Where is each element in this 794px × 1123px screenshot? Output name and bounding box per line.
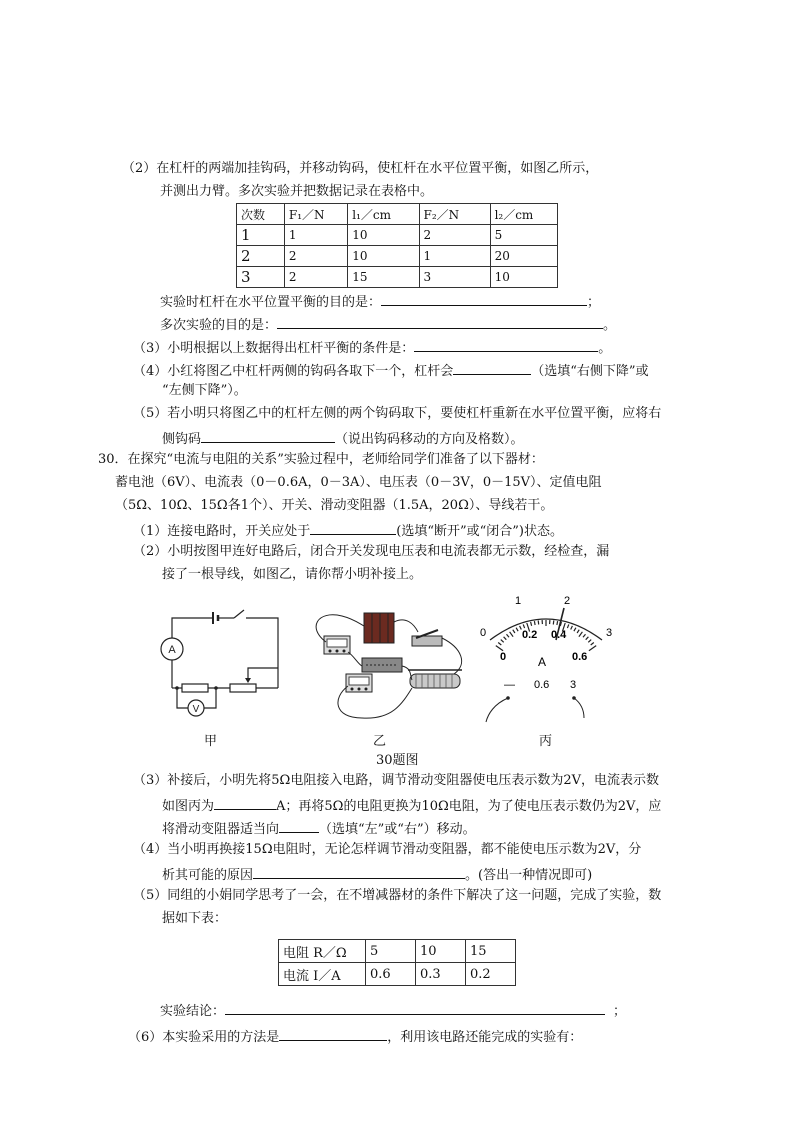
fig-label-c: 丙	[539, 734, 553, 749]
table-row	[279, 940, 516, 963]
terminal-label: —	[504, 679, 515, 691]
p4-text: 。(答出一种情况即可)	[465, 868, 593, 883]
dial-tick	[574, 628, 576, 632]
meter-unit: A	[538, 655, 547, 669]
dial-tick	[589, 646, 596, 651]
apparatus-picture-b	[302, 608, 474, 728]
dial-tick	[583, 634, 586, 637]
dial-tick	[510, 632, 513, 637]
circuit-diagram-a	[160, 608, 280, 730]
scale-label: 1	[515, 595, 522, 607]
purpose1-label: 实验时杠杆在水平位置平衡的目的是：	[160, 295, 382, 310]
scale-label: 0.2	[522, 629, 538, 641]
conclusion-label: 实验结论：	[160, 1004, 226, 1019]
dial-tick	[504, 637, 507, 640]
q30-p3-line1: （3）补接后，小明先将5Ω电阻接入电路，调节滑动变阻器使电压表示数为2V，电流表示数	[133, 773, 659, 788]
ammeter-dial-c	[472, 590, 620, 730]
table-cell: 10	[348, 246, 419, 267]
table-cell: 3	[419, 267, 490, 288]
q30-p6	[128, 1026, 582, 1047]
answer-blank[interactable]	[277, 314, 603, 329]
switch-icon	[412, 630, 442, 646]
header-cell: 次数	[237, 204, 285, 225]
table-cell: 10	[416, 940, 466, 963]
answer-blank[interactable]	[225, 1000, 605, 1015]
svg-text:V: V	[192, 704, 200, 715]
table-cell: 2	[284, 246, 347, 267]
lever-data-table	[236, 203, 558, 288]
purpose2-label: 多次实验的目的是：	[160, 318, 278, 333]
table-header-row	[237, 204, 558, 225]
q30-equip1: 蓄电池（6V）、电流表（0－0.6A，0－3A）、电压表（0－3V，0－15V）、定值电阻	[115, 475, 602, 490]
p3-text: （选填“左”或“右”）移动。	[319, 822, 476, 837]
p3-text: A；再将5Ω的电阻更换为10Ω电阻，为了使电压表示数仍为2V，应	[276, 799, 662, 814]
dial-tick	[531, 622, 532, 626]
battery-pack-icon	[364, 613, 394, 643]
table-cell: 电流 I／A	[279, 963, 366, 986]
table-cell: 3	[237, 267, 285, 288]
p6-text: （6）本实验采用的方法是	[128, 1030, 280, 1045]
table-cell: 5	[490, 225, 557, 246]
table-cell: 15	[466, 940, 516, 963]
table-cell: 5	[366, 940, 416, 963]
dial-tick	[501, 640, 504, 643]
scale-label: 2	[564, 595, 571, 607]
table-cell: 2	[237, 246, 285, 267]
lead-wire	[574, 698, 584, 718]
p5-text: 侧钩码	[162, 432, 202, 447]
q30-intro: 30．在探究“电流与电阻的关系”实验过程中，老师给同学们准备了以下器材：	[98, 452, 544, 467]
dial-tick	[534, 621, 535, 625]
q30-p5-line2: 据如下表：	[162, 911, 228, 926]
resistor-board-icon	[362, 658, 402, 672]
dial-tick	[557, 621, 558, 625]
answer-blank[interactable]	[381, 291, 587, 306]
dial-tick	[567, 624, 568, 628]
scale-label: 3	[606, 627, 613, 639]
voltmeter-device-icon	[346, 674, 372, 692]
answer-blank[interactable]	[310, 520, 396, 535]
dial-tick	[571, 626, 573, 630]
q29-p2-line1: （2）在杠杆的两端加挂钩码，并移动钩码，使杠杆在水平位置平衡，如图乙所示，	[122, 161, 599, 176]
result-table	[278, 939, 516, 986]
punct: 。	[598, 341, 612, 356]
voltmeter-icon	[188, 700, 204, 716]
dial-tick	[507, 634, 510, 637]
p4-text: 析其可能的原因	[162, 868, 254, 883]
q30-p4-line1: （4）当小明再换接15Ω电阻时，无论怎样调节滑动变阻器，都不能使电压示数为2V，分	[133, 842, 642, 857]
lead-wire	[486, 698, 508, 722]
p4-text: （4）小红将图乙中杠杆两侧的钩码各取下一个，杠杆会	[133, 364, 454, 379]
q29-purpose1	[160, 291, 600, 312]
dial-tick	[588, 640, 591, 643]
dial-tick	[516, 628, 518, 632]
punct: ；	[587, 295, 601, 310]
q30-p1	[133, 520, 563, 541]
svg-text:A: A	[168, 644, 176, 656]
p3-text: （3）小明根据以上数据得出杠杆平衡的条件是：	[133, 341, 415, 356]
p3-text: 如图丙为	[162, 799, 215, 814]
table-cell: 0.2	[466, 963, 516, 986]
answer-blank[interactable]	[279, 1026, 387, 1041]
dial-tick	[586, 637, 589, 640]
table-cell: 0.6	[366, 963, 416, 986]
table-row	[237, 225, 558, 246]
dial-tick	[577, 630, 579, 633]
q30-p2-line2: 接了一根导线，如图乙，请你帮小明补接上。	[162, 567, 423, 582]
p4-text: （选填“右侧下降”或	[531, 364, 649, 379]
table-cell: 1	[419, 246, 490, 267]
q29-purpose2	[160, 314, 616, 335]
q30-conclusion	[160, 1000, 626, 1021]
q30-p2-line1: （2）小明按图甲连好电路后，闭合开关发现电压表和电流表都无示数，经检查，漏	[133, 544, 610, 559]
ammeter-device-icon	[324, 636, 350, 654]
dial-tick	[579, 632, 583, 637]
answer-blank[interactable]	[201, 428, 335, 443]
q30-p5-line1: （5）同组的小娟同学思考了一会，在不增减器材的条件下解决了这一问题，完成了实验，数	[133, 888, 662, 903]
header-cell: F₁／N	[284, 204, 347, 225]
scale-label: 0.4	[551, 629, 567, 641]
table-row	[237, 246, 558, 267]
answer-blank[interactable]	[279, 818, 319, 833]
header-cell: l₂／cm	[490, 204, 557, 225]
punct: ；	[613, 1004, 627, 1019]
p5-text: （说出钩码移动的方向及格数）。	[335, 432, 524, 447]
table-cell: 2	[284, 267, 347, 288]
dial-tick	[538, 621, 539, 625]
terminal-label: 0.6	[534, 679, 550, 691]
table-cell: 1	[237, 225, 285, 246]
header-cell: l₁／cm	[348, 204, 419, 225]
answer-blank[interactable]	[253, 864, 465, 879]
answer-blank[interactable]	[414, 337, 598, 352]
q30-p3-line3	[162, 818, 476, 839]
terminal-label: 3	[570, 679, 577, 691]
table-cell: 20	[490, 246, 557, 267]
p1-text: (选填“断开”或“闭合”)状态。	[396, 524, 564, 539]
q30-equip2: （5Ω、10Ω、15Ω各1个）、开关、滑动变阻器（1.5A，20Ω）、导线若干。	[115, 498, 554, 513]
dial-tick	[523, 624, 524, 628]
punct: 。	[603, 318, 617, 333]
answer-blank[interactable]	[453, 360, 531, 375]
q29-p4-line1	[133, 360, 649, 381]
p3-text: 将滑动变阻器适当向	[162, 822, 280, 837]
table-cell: 1	[284, 225, 347, 246]
p6-text: ，利用该电路还能完成的实验有：	[387, 1030, 583, 1045]
figure-caption: 30题图	[376, 753, 419, 768]
table-cell: 0.3	[416, 963, 466, 986]
q29-p5-line1: （5）若小明只将图乙中的杠杆左侧的两个钩码取下，要使杠杆重新在水平位置平衡，应将右	[133, 406, 662, 421]
fig-label-b: 乙	[373, 734, 387, 749]
ammeter-icon	[161, 638, 183, 660]
header-cell: F₂／N	[419, 204, 490, 225]
dial-tick	[591, 643, 594, 646]
dial-tick	[498, 643, 501, 646]
table-cell: 10	[490, 267, 557, 288]
dial-tick	[553, 621, 554, 625]
q29-p5-line2	[162, 428, 524, 449]
scale-label: 0	[480, 627, 487, 639]
dial-ticks	[496, 620, 596, 651]
table-cell: 电阻 R／Ω	[279, 940, 366, 963]
table-cell: 2	[419, 225, 490, 246]
rheostat-icon	[408, 670, 462, 688]
fig-label-a: 甲	[204, 734, 218, 749]
table-cell: 15	[348, 267, 419, 288]
q29-p4-line2: “左侧下降”）。	[162, 383, 247, 398]
q29-p3	[133, 337, 611, 358]
q29-p2-line2: 并测出力臂。多次实验并把数据记录在表格中。	[160, 184, 434, 199]
table-row	[237, 267, 558, 288]
table-row	[279, 963, 516, 986]
q30-p3-line2	[162, 795, 661, 816]
q30-p4-line2	[162, 864, 592, 885]
dial-tick	[513, 630, 515, 633]
scale-label: 0.6	[572, 651, 588, 663]
table-cell: 10	[348, 225, 419, 246]
p1-text: （1）连接电路时，开关应处于	[133, 524, 311, 539]
answer-blank[interactable]	[214, 795, 276, 810]
scale-label: 0	[500, 651, 507, 663]
